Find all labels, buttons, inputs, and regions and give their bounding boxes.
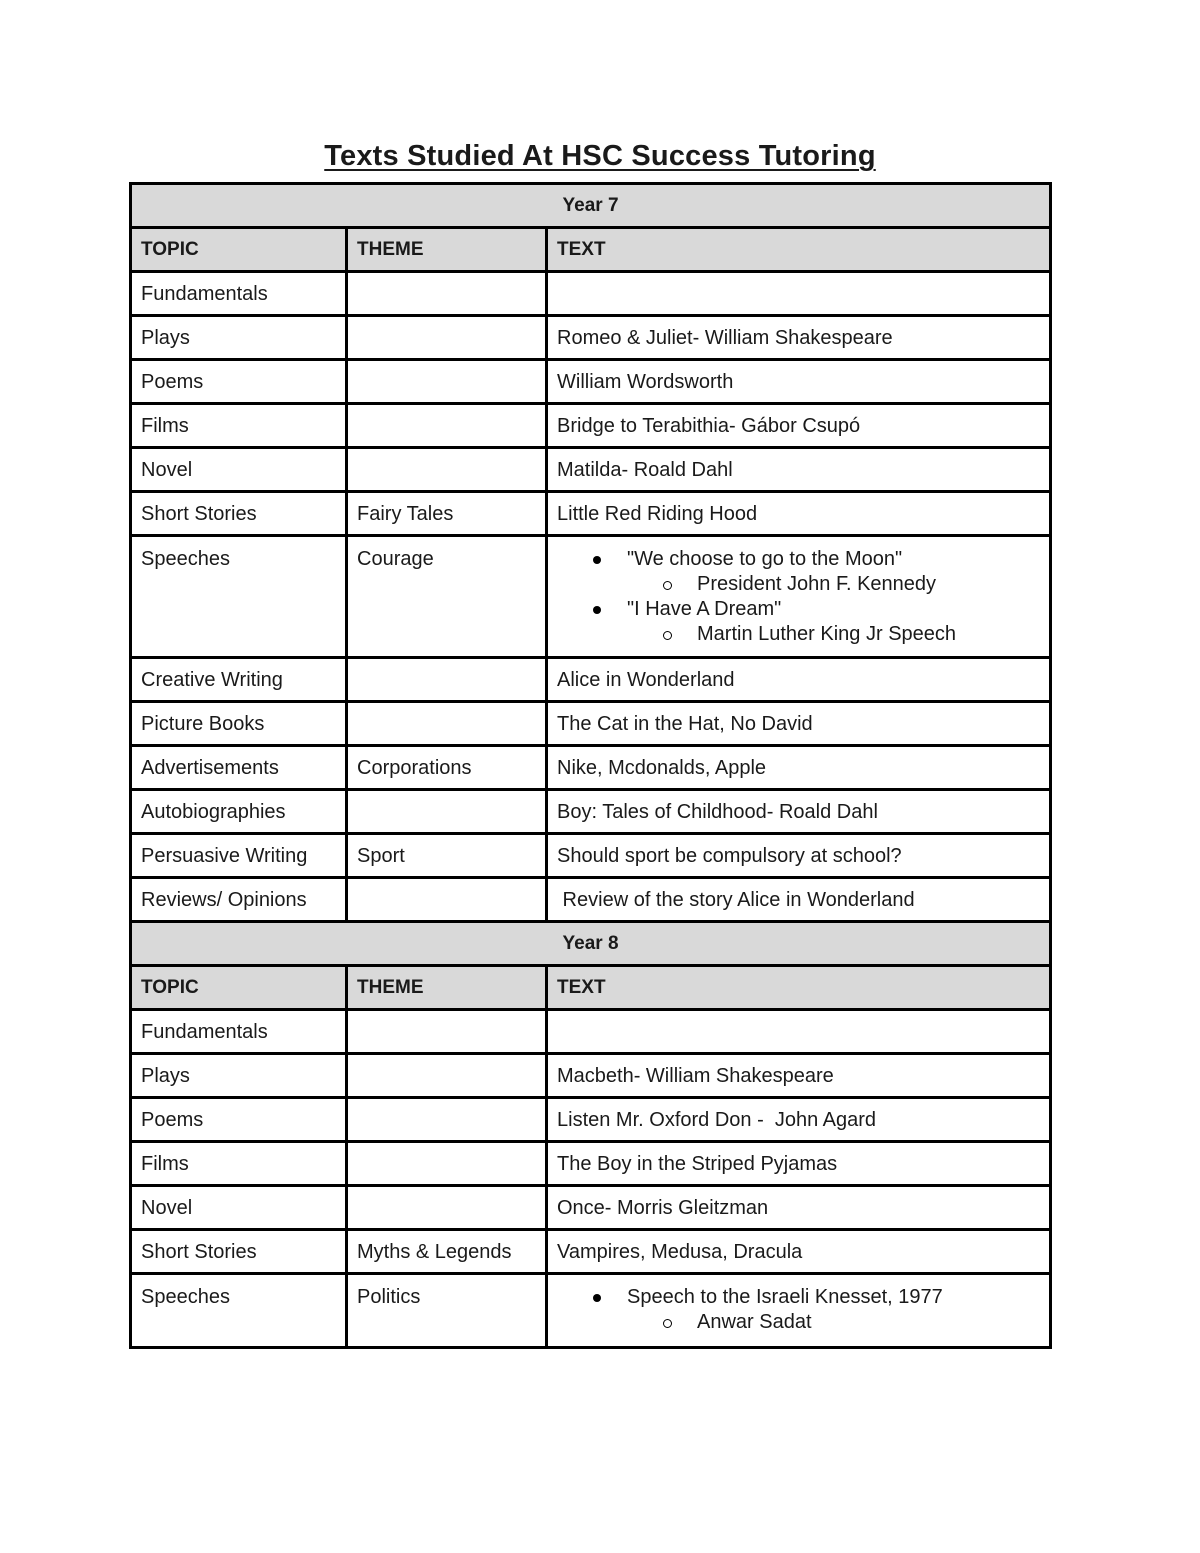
- table-row: [131, 1142, 1051, 1186]
- theme-cell: Sport: [347, 834, 547, 878]
- sub-bullet-item: Martin Luther King Jr Speech: [697, 622, 1040, 647]
- table-row: [131, 404, 1051, 448]
- text-cell: [547, 536, 1051, 658]
- page-title: Texts Studied At HSC Success Tutoring: [324, 140, 876, 172]
- bullet-list: [557, 547, 1040, 647]
- topic-cell: Creative Writing: [131, 658, 347, 702]
- text-cell: Macbeth- William Shakespeare: [547, 1054, 1051, 1098]
- theme-cell: [347, 448, 547, 492]
- theme-cell: [347, 1010, 547, 1054]
- text-cell: William Wordsworth: [547, 360, 1051, 404]
- topic-cell: Short Stories: [131, 1230, 347, 1274]
- theme-cell: Corporations: [347, 746, 547, 790]
- topic-cell: Fundamentals: [131, 272, 347, 316]
- text-cell: Once- Morris Gleitzman: [547, 1186, 1051, 1230]
- year8-heading: Year 8: [131, 922, 1051, 966]
- text-cell: Listen Mr. Oxford Don - John Agard: [547, 1098, 1051, 1142]
- theme-cell: [347, 1142, 547, 1186]
- bullet-item: "We choose to go to the Moon": [627, 547, 1040, 572]
- topic-cell: Fundamentals: [131, 1010, 347, 1054]
- table-row: [131, 1186, 1051, 1230]
- topic-header: TOPIC: [131, 228, 347, 272]
- topic-cell: Short Stories: [131, 492, 347, 536]
- table-row: [131, 790, 1051, 834]
- table-row: [131, 1098, 1051, 1142]
- texts-table: [129, 182, 1052, 1349]
- year7-heading: Year 7: [131, 184, 1051, 228]
- topic-cell: Advertisements: [131, 746, 347, 790]
- bullet-item: "I Have A Dream": [627, 597, 1040, 622]
- text-cell: The Cat in the Hat, No David: [547, 702, 1051, 746]
- topic-cell: Novel: [131, 1186, 347, 1230]
- topic-cell: Picture Books: [131, 702, 347, 746]
- sub-bullet-item: President John F. Kennedy: [697, 572, 1040, 597]
- theme-cell: [347, 272, 547, 316]
- theme-cell: [347, 702, 547, 746]
- text-cell: [547, 272, 1051, 316]
- text-cell: Little Red Riding Hood: [547, 492, 1051, 536]
- bullet-list: [557, 1285, 1040, 1335]
- table-row: [131, 658, 1051, 702]
- theme-cell: [347, 658, 547, 702]
- table-row: [131, 702, 1051, 746]
- theme-cell: [347, 878, 547, 922]
- text-cell: Boy: Tales of Childhood- Roald Dahl: [547, 790, 1051, 834]
- theme-cell: [347, 360, 547, 404]
- text-cell: Should sport be compulsory at school?: [547, 834, 1051, 878]
- table-row: [131, 360, 1051, 404]
- text-cell: Romeo & Juliet- William Shakespeare: [547, 316, 1051, 360]
- topic-cell: Films: [131, 404, 347, 448]
- topic-cell: Plays: [131, 1054, 347, 1098]
- topic-cell: Poems: [131, 1098, 347, 1142]
- bullet-item: Speech to the Israeli Knesset, 1977: [627, 1285, 1040, 1310]
- table-row: [131, 834, 1051, 878]
- text-cell: [547, 1010, 1051, 1054]
- topic-cell: Plays: [131, 316, 347, 360]
- table-row: [131, 1010, 1051, 1054]
- topic-header: TOPIC: [131, 966, 347, 1010]
- theme-cell: Myths & Legends: [347, 1230, 547, 1274]
- topic-cell: Speeches: [131, 536, 347, 658]
- table-row: [131, 272, 1051, 316]
- table-row: [131, 1230, 1051, 1274]
- theme-cell: [347, 1054, 547, 1098]
- topic-cell: Speeches: [131, 1274, 347, 1348]
- topic-cell: Autobiographies: [131, 790, 347, 834]
- text-cell: Alice in Wonderland: [547, 658, 1051, 702]
- theme-cell: Politics: [347, 1274, 547, 1348]
- theme-cell: Fairy Tales: [347, 492, 547, 536]
- topic-cell: Poems: [131, 360, 347, 404]
- table-row: [131, 1274, 1051, 1348]
- table-row: [131, 316, 1051, 360]
- theme-cell: [347, 1186, 547, 1230]
- text-header: TEXT: [547, 966, 1051, 1010]
- table-row: [131, 1054, 1051, 1098]
- theme-header: THEME: [347, 228, 547, 272]
- topic-cell: Persuasive Writing: [131, 834, 347, 878]
- theme-header: THEME: [347, 966, 547, 1010]
- topic-cell: Reviews/ Opinions: [131, 878, 347, 922]
- text-header: TEXT: [547, 228, 1051, 272]
- text-cell: Vampires, Medusa, Dracula: [547, 1230, 1051, 1274]
- table-row: [131, 448, 1051, 492]
- theme-cell: [347, 404, 547, 448]
- topic-cell: Films: [131, 1142, 347, 1186]
- text-cell: Review of the story Alice in Wonderland: [547, 878, 1051, 922]
- text-cell: Nike, Mcdonalds, Apple: [547, 746, 1051, 790]
- text-cell: [547, 1274, 1051, 1348]
- table-row: [131, 536, 1051, 658]
- theme-cell: [347, 790, 547, 834]
- theme-cell: Courage: [347, 536, 547, 658]
- theme-cell: [347, 1098, 547, 1142]
- topic-cell: Novel: [131, 448, 347, 492]
- theme-cell: [347, 316, 547, 360]
- table-row: [131, 746, 1051, 790]
- table-row: [131, 492, 1051, 536]
- table-row: [131, 878, 1051, 922]
- text-cell: Bridge to Terabithia- Gábor Csupó: [547, 404, 1051, 448]
- text-cell: The Boy in the Striped Pyjamas: [547, 1142, 1051, 1186]
- sub-bullet-item: Anwar Sadat: [697, 1310, 1040, 1335]
- text-cell: Matilda- Roald Dahl: [547, 448, 1051, 492]
